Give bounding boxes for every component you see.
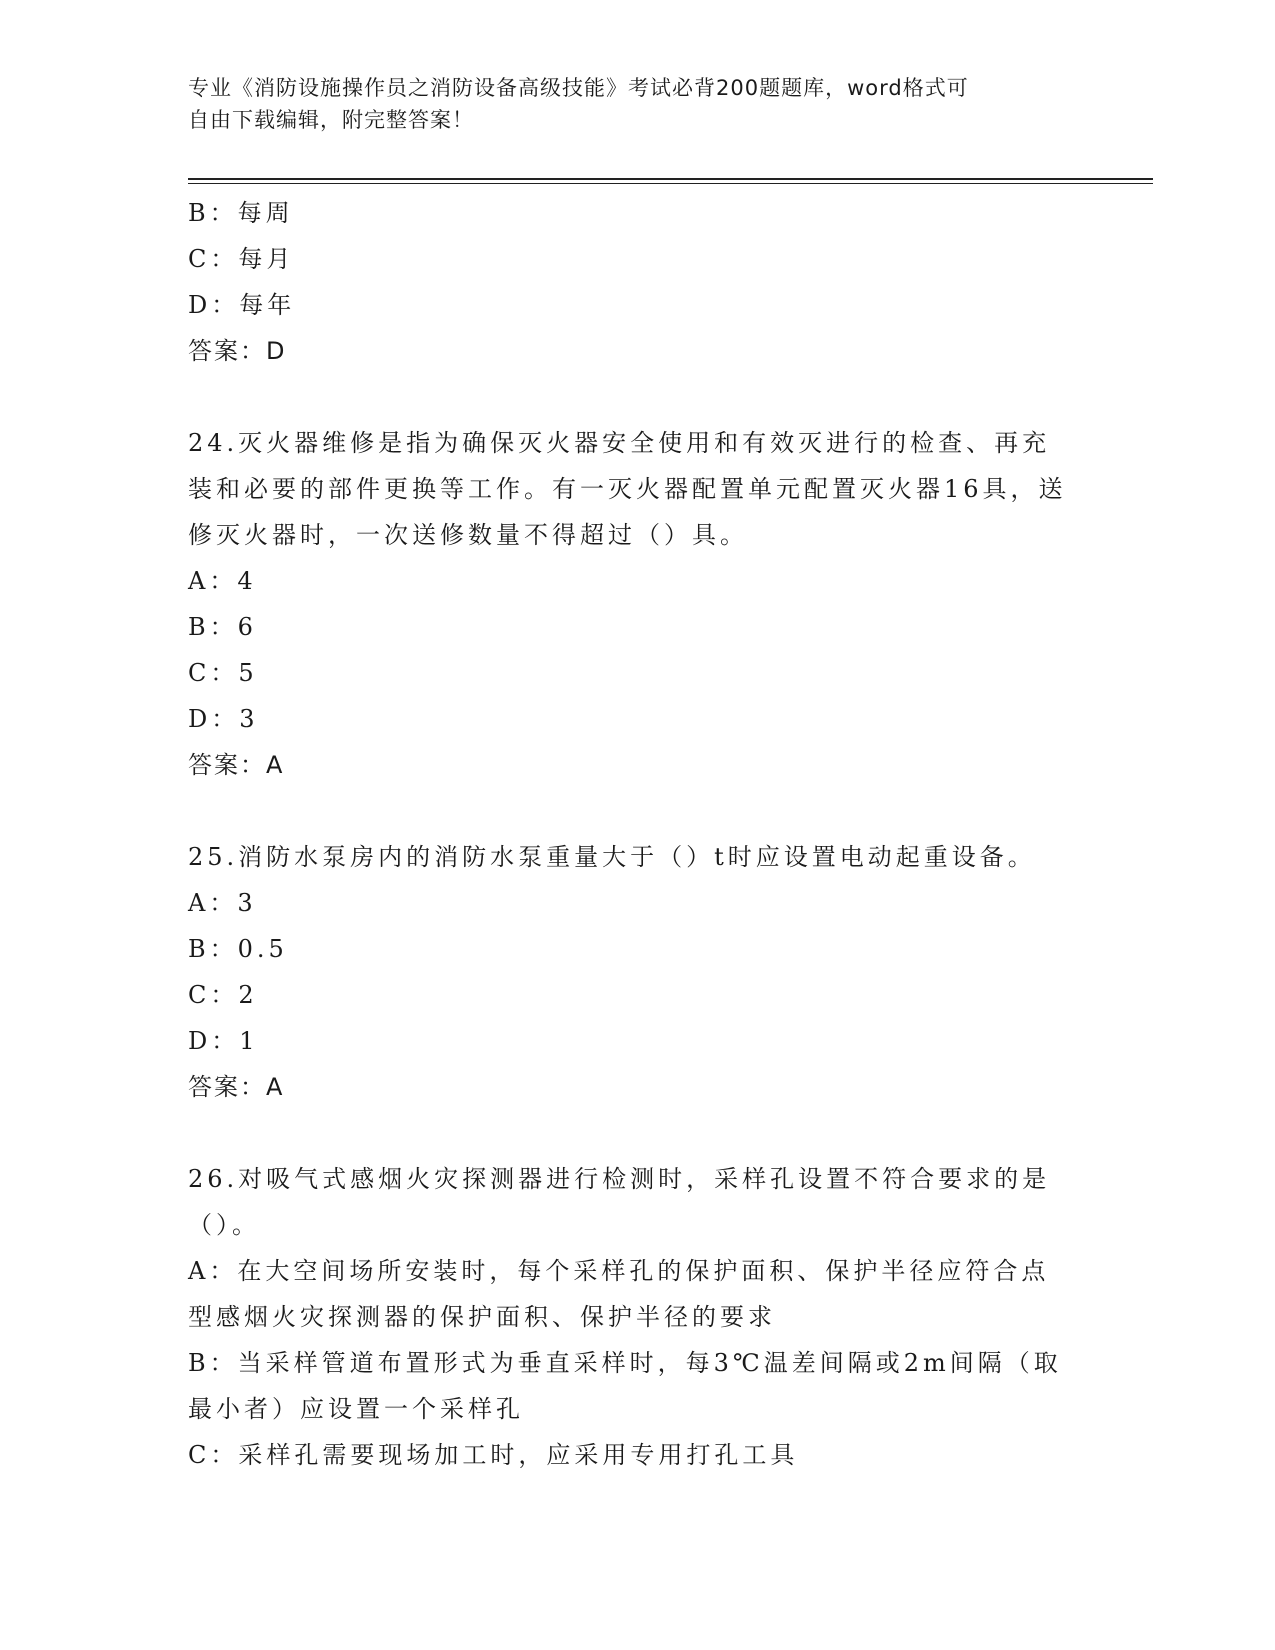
option-d: D：3 xyxy=(188,705,259,733)
header-line-1: 专业《消防设施操作员之消防设备高级技能》考试必背200题题库，word格式可 xyxy=(188,76,969,100)
option-b: B：0.5 xyxy=(188,935,288,963)
option-b: B：6 xyxy=(188,613,257,641)
document-content xyxy=(188,190,1088,1478)
document-header xyxy=(188,72,1068,136)
option-c: C：5 xyxy=(188,659,258,687)
option-a: A：4 xyxy=(188,567,257,595)
answer-line: 答案：D xyxy=(188,337,287,365)
header-rule-thin xyxy=(188,183,1153,184)
option-c: C：2 xyxy=(188,981,258,1009)
question-stem: 26.对吸气式感烟火灾探测器进行检测时，采样孔设置不符合要求的是（）。 xyxy=(188,1165,1051,1239)
question-stem: 25.消防水泵房内的消防水泵重量大于（）t时应设置电动起重设备。 xyxy=(188,843,1036,871)
option-d: D：每年 xyxy=(188,291,296,319)
question-25 xyxy=(188,834,1088,1110)
question-stem: 24.灭火器维修是指为确保灭火器安全使用和有效灭进行的检查、再充装和必要的部件更换等工作。有一灭火器配置单元配置灭火器16具，送修灭火器时，一次送修数量不得超过（）具。 xyxy=(188,429,1067,549)
question-23-continued xyxy=(188,190,1088,374)
answer-line: 答案：A xyxy=(188,1073,285,1101)
option-d: D：1 xyxy=(188,1027,259,1055)
header-rule-thick xyxy=(188,178,1153,180)
question-26 xyxy=(188,1156,1088,1478)
question-24 xyxy=(188,420,1088,788)
option-a: A：在大空间场所安装时，每个采样孔的保护面积、保护半径应符合点型感烟火灾探测器的保护面积、保护半径的要求 xyxy=(188,1257,1050,1331)
option-c: C：每月 xyxy=(188,245,295,273)
answer-line: 答案：A xyxy=(188,751,285,779)
header-line-2: 自由下载编辑，附完整答案！ xyxy=(188,108,474,132)
option-b: B：当采样管道布置形式为垂直采样时，每3℃温差间隔或2m间隔（取最小者）应设置一个采样孔 xyxy=(188,1349,1062,1423)
option-c: C：采样孔需要现场加工时，应采用专用打孔工具 xyxy=(188,1441,799,1469)
option-a: A：3 xyxy=(188,889,257,917)
option-b: B：每周 xyxy=(188,199,294,227)
